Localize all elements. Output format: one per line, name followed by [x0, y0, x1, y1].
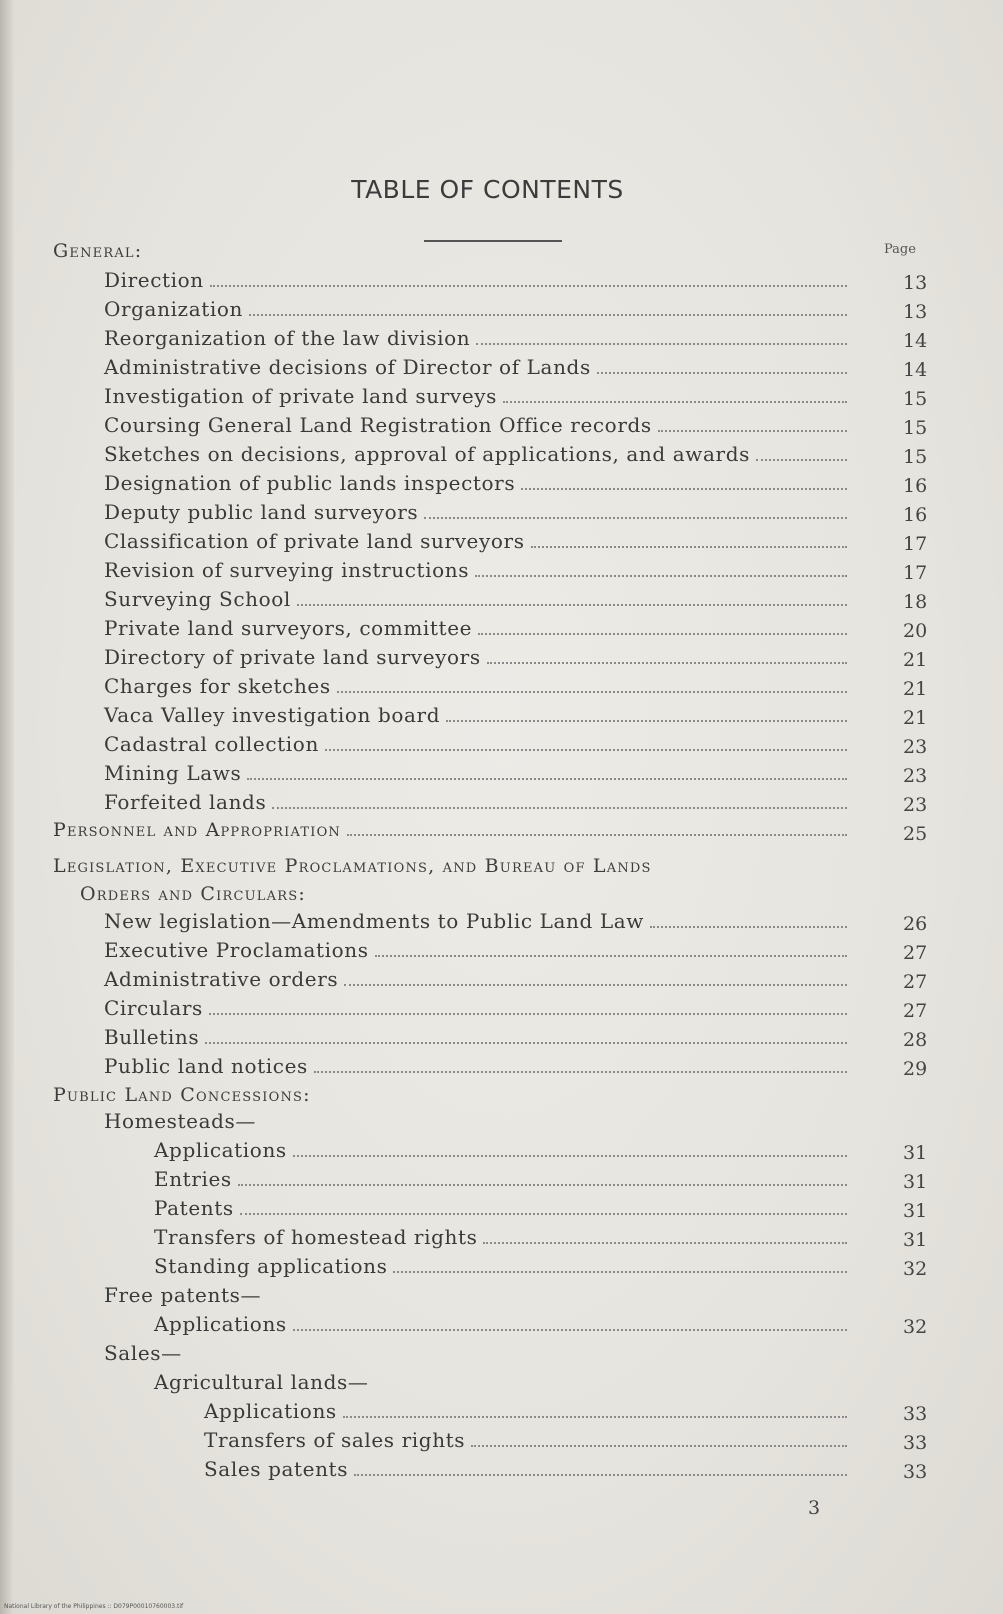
toc-entry-label: Mining Laws: [104, 761, 242, 785]
heading-general: General:: [53, 240, 143, 262]
toc-page-number: 17: [903, 562, 928, 584]
toc-entry-label: Standing applications: [154, 1254, 388, 1278]
subhead-label: Agricultural lands—: [154, 1370, 369, 1394]
dot-leader: [475, 561, 847, 577]
toc-entry-label: Entries: [154, 1167, 232, 1191]
toc-page-number: 31: [903, 1200, 928, 1222]
toc-entry-label: Reorganization of the law division: [104, 326, 471, 350]
toc-page-number: 21: [903, 649, 928, 671]
toc-entry: [204, 1457, 851, 1485]
toc-entry: [104, 909, 851, 937]
toc-entry-label: Applications: [154, 1312, 287, 1336]
toc-entry-label: Transfers of homestead rights: [154, 1225, 478, 1249]
dot-leader: [343, 1402, 847, 1418]
toc-entry: [104, 268, 851, 296]
toc-page-number: 15: [903, 388, 928, 410]
toc-entry: [154, 1254, 851, 1282]
toc-entry-label: Circulars: [104, 996, 203, 1020]
toc-page-number: 15: [903, 446, 928, 468]
toc-page-number: 16: [903, 475, 928, 497]
toc-entry-label: Organization: [104, 297, 243, 321]
scan-source-stamp: National Library of the Philippines :: D079P00010760003.tif: [4, 1603, 184, 1610]
toc-entry-label: Sales patents: [204, 1457, 349, 1481]
toc-page-number: 17: [903, 533, 928, 555]
toc-entry: [104, 616, 851, 644]
toc-page-number: 18: [903, 591, 928, 613]
dot-leader: [297, 590, 847, 606]
toc-entry-label: Applications: [154, 1138, 287, 1162]
toc-entry-label: Public land notices: [104, 1054, 308, 1078]
toc-entry: [104, 587, 851, 615]
toc-entry: [104, 645, 851, 673]
dot-leader: [483, 1228, 847, 1244]
toc-page-number: 23: [903, 765, 928, 787]
dot-leader: [597, 358, 847, 374]
toc-entry: [104, 732, 851, 760]
toc-entry: [154, 1138, 851, 1166]
toc-entry: [104, 938, 851, 966]
subhead-sales: [104, 1341, 504, 1369]
heading-personnel: Personnel and Appropriation: [53, 819, 342, 841]
toc-entry: [104, 996, 851, 1024]
toc-entry-label: Patents: [154, 1196, 234, 1220]
dot-leader: [487, 648, 847, 664]
dot-leader: [658, 416, 847, 432]
dot-leader: [293, 1315, 847, 1331]
toc-page-number: 32: [903, 1316, 928, 1338]
dot-leader: [375, 941, 847, 957]
toc-entry-label: New legislation—Amendments to Public Land Law: [104, 909, 644, 933]
toc-page-number: 31: [903, 1142, 928, 1164]
toc-entry: [104, 500, 851, 528]
toc-entry-label: Coursing General Land Registration Office records: [104, 413, 652, 437]
heading-public-land-concessions: Public Land Concessions:: [53, 1084, 311, 1106]
toc-entry-label: Sketches on decisions, approval of applications, and awards: [104, 442, 750, 466]
toc-page-number: 16: [903, 504, 928, 526]
dot-leader: [238, 1170, 847, 1186]
toc-page-number: 21: [903, 707, 928, 729]
toc-entry-label: Investigation of private land surveys: [104, 384, 498, 408]
toc-entry-label: Designation of public lands inspectors: [104, 471, 516, 495]
dot-leader: [424, 503, 847, 519]
toc-entry: [154, 1225, 851, 1253]
dot-leader: [478, 619, 847, 635]
toc-page-number: 21: [903, 678, 928, 700]
dot-leader: [393, 1257, 847, 1273]
toc-page-number: 26: [903, 913, 928, 935]
toc-page-number: 33: [903, 1432, 928, 1454]
dot-leader: [650, 912, 847, 928]
toc-page-number: 23: [903, 794, 928, 816]
folio-page-number: 3: [808, 1497, 821, 1519]
toc-entry: [104, 674, 851, 702]
toc-entry-label: Charges for sketches: [104, 674, 331, 698]
toc-page-number: 33: [903, 1403, 928, 1425]
dot-leader: [210, 271, 847, 287]
subhead-label: Sales—: [104, 1341, 182, 1365]
toc-entry-label: Administrative orders: [104, 967, 339, 991]
dot-leader: [247, 764, 847, 780]
toc-page-number: 23: [903, 736, 928, 758]
subhead-agricultural-lands: [154, 1370, 554, 1398]
dot-leader: [293, 1141, 847, 1157]
toc-page-number: 25: [903, 823, 928, 845]
subhead-homesteads: [104, 1109, 504, 1137]
toc-entry-label: Transfers of sales rights: [204, 1428, 466, 1452]
toc-entry: [104, 558, 851, 586]
toc-entry-label: Deputy public land surveyors: [104, 500, 419, 524]
toc-page-number: 13: [903, 301, 928, 323]
toc-page-number: 14: [903, 330, 928, 352]
toc-page-number: 28: [903, 1029, 928, 1051]
toc-entry-label: Direction: [104, 268, 204, 292]
heading-legislation-continued: Orders and Circulars:: [80, 883, 306, 905]
dot-leader: [272, 793, 847, 809]
dot-leader: [240, 1199, 847, 1215]
toc-entry: [104, 1025, 851, 1053]
dot-leader: [325, 735, 847, 751]
toc-page-number: 20: [903, 620, 928, 642]
subhead-label: Free patents—: [104, 1283, 262, 1307]
dot-leader: [503, 387, 847, 403]
dot-leader: [531, 532, 847, 548]
toc-entry: [104, 967, 851, 995]
toc-entry: [104, 471, 851, 499]
toc-entry-label: Bulletins: [104, 1025, 200, 1049]
toc-entry-label: Private land surveyors, committee: [104, 616, 473, 640]
dot-leader: [354, 1460, 847, 1476]
toc-entry-label: Applications: [204, 1399, 337, 1423]
toc-heading-entry: [53, 819, 851, 847]
subhead-free-patents: [104, 1283, 504, 1311]
subhead-label: Homesteads—: [104, 1109, 257, 1133]
toc-entry: [104, 413, 851, 441]
dot-leader: [249, 300, 847, 316]
toc-entry: [104, 384, 851, 412]
dot-leader: [314, 1057, 847, 1073]
toc-entry-label: Administrative decisions of Director of Lands: [104, 355, 591, 379]
dot-leader: [347, 820, 847, 836]
dot-leader: [446, 706, 847, 722]
dot-leader: [756, 445, 847, 461]
page-binding-edge: [0, 0, 14, 1614]
toc-entry-label: Directory of private land surveyors: [104, 645, 481, 669]
toc-entry-label: Cadastral collection: [104, 732, 319, 756]
toc-entry: [104, 761, 851, 789]
toc-entry: [104, 790, 851, 818]
toc-page-number: 33: [903, 1461, 928, 1483]
toc-page-number: 29: [903, 1058, 928, 1080]
toc-entry: [104, 355, 851, 383]
toc-page-number: 32: [903, 1258, 928, 1280]
toc-entry-label: Forfeited lands: [104, 790, 267, 814]
toc-page-number: 31: [903, 1171, 928, 1193]
heading-legislation: Legislation, Executive Proclamations, and Bureau of Lands: [53, 855, 652, 877]
toc-entry: [154, 1196, 851, 1224]
toc-entry: [104, 442, 851, 470]
dot-leader: [521, 474, 847, 490]
toc-entry-label: Executive Proclamations: [104, 938, 369, 962]
toc-page-number: 27: [903, 971, 928, 993]
toc-page-number: 15: [903, 417, 928, 439]
toc-entry-label: Revision of surveying instructions: [104, 558, 470, 582]
dot-leader: [337, 677, 847, 693]
page-column-header: Page: [884, 242, 916, 257]
toc-entry-label: Classification of private land surveyors: [104, 529, 525, 553]
toc-entry: [204, 1428, 851, 1456]
dot-leader: [209, 999, 847, 1015]
toc-page-number: 13: [903, 272, 928, 294]
toc-page-number: 27: [903, 942, 928, 964]
toc-entry: [104, 529, 851, 557]
toc-page-number: 27: [903, 1000, 928, 1022]
toc-page-number: 31: [903, 1229, 928, 1251]
toc-entry: [104, 703, 851, 731]
page-title: TABLE OF CONTENTS: [351, 175, 624, 204]
toc-entry-label: Surveying School: [104, 587, 291, 611]
toc-entry: [154, 1312, 851, 1340]
toc-entry: [154, 1167, 851, 1195]
toc-entry: [204, 1399, 851, 1427]
toc-page-number: 14: [903, 359, 928, 381]
dot-leader: [476, 329, 847, 345]
toc-entry-label: Vaca Valley investigation board: [104, 703, 441, 727]
toc-entry: [104, 1054, 851, 1082]
toc-entry: [104, 297, 851, 325]
toc-entry: [104, 326, 851, 354]
dot-leader: [205, 1028, 847, 1044]
title-rule: [424, 240, 562, 242]
dot-leader: [471, 1431, 847, 1447]
dot-leader: [344, 970, 847, 986]
